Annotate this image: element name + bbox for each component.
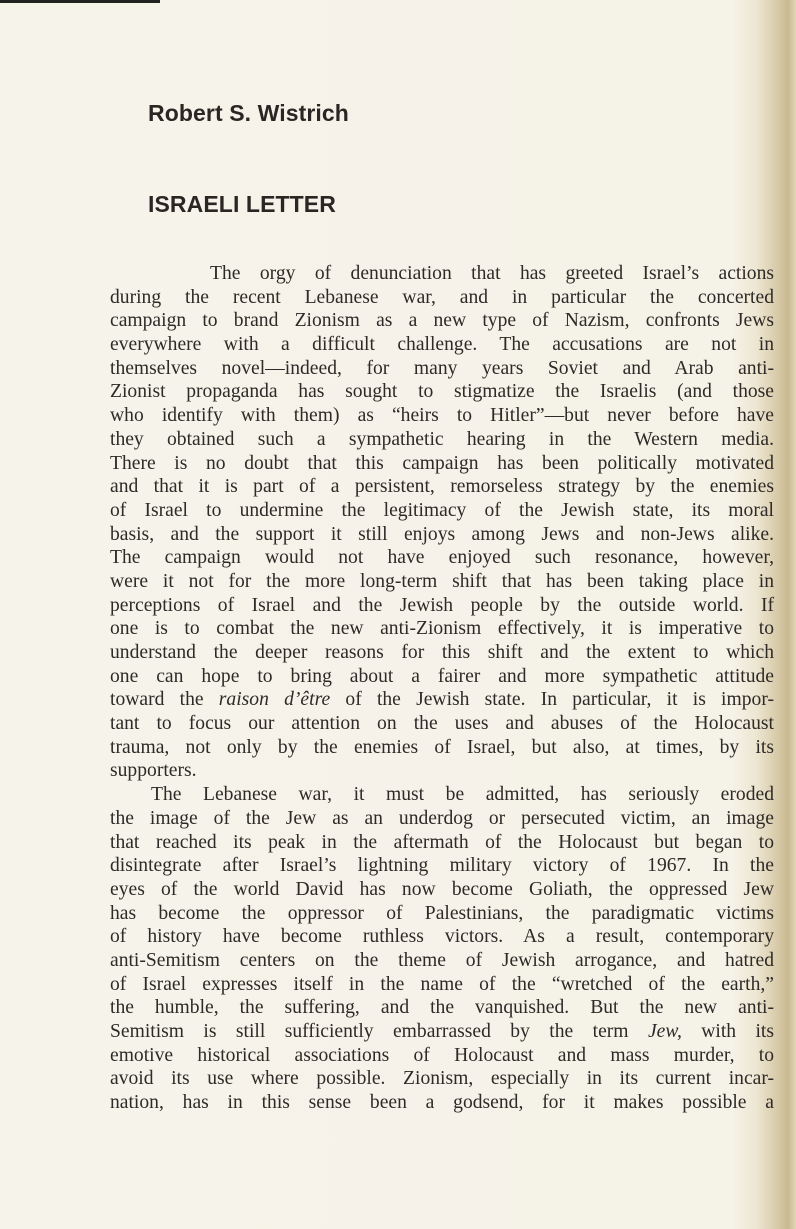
text-line — [110, 452, 774, 476]
text-segment: anti-Semitism centers on the theme of Jewish arrogance, and hatred — [110, 949, 774, 971]
text-segment: nation, has in this sense been a godsend, for it makes possible a — [110, 1092, 774, 1114]
text-segment: perceptions of Israel and the Jewish people by the outside world. If — [110, 594, 774, 616]
text-line — [110, 665, 774, 689]
text-line — [110, 380, 774, 404]
text-line — [110, 523, 774, 547]
text-segment: toward the — [110, 689, 219, 711]
text-line — [110, 996, 774, 1020]
text-segment: basis, and the support it still enjoys among Jews and non-Jews alike. — [110, 523, 774, 545]
text-segment: Zionist propaganda has sought to stigmatize the Israelis (and those — [110, 381, 774, 403]
text-segment: supporters. — [110, 760, 197, 782]
text-segment: the image of the Jew as an underdog or persecuted victim, an image — [110, 807, 774, 829]
text-line — [110, 499, 774, 523]
text-segment: disintegrate after Israel’s lightning military victory of 1967. In the — [110, 855, 774, 877]
text-segment: The campaign would not have enjoyed such resonance, however, — [110, 547, 774, 569]
text-line — [110, 712, 774, 736]
text-segment: one is to combat the new anti-Zionism effectively, it is imperative to — [110, 618, 774, 640]
text-line — [110, 878, 774, 902]
italic-text: raison d’être — [218, 689, 331, 711]
text-segment: Semitism is still sufficiently embarrassed by the term — [110, 1021, 648, 1042]
text-line — [110, 570, 774, 594]
text-segment: that reached its peak in the aftermath of the Holocaust but began to — [110, 831, 774, 853]
text-segment: the humble, the suffering, and the vanquished. But the new anti- — [110, 997, 774, 1019]
text-line — [110, 309, 774, 333]
scan-edge-mark — [0, 0, 160, 3]
text-line — [110, 333, 774, 357]
text-segment: themselves novel—indeed, for many years Soviet and Arab anti- — [110, 357, 774, 379]
text-segment: There is no doubt that this campaign has been politically motivated — [110, 452, 774, 474]
text-segment: tant to focus our attention on the uses and abuses of the Holocaust — [110, 713, 774, 735]
text-line — [110, 475, 774, 499]
article-body — [110, 262, 774, 1115]
text-line — [110, 357, 774, 381]
italic-text: Jew, — [647, 1021, 682, 1042]
text-line — [110, 641, 774, 665]
text-segment: of Israel expresses itself in the name of the “wretched of the earth,” — [110, 973, 774, 995]
text-segment: of Israel to undermine the legitimacy of the Jewish state, its moral — [110, 499, 774, 521]
text-line — [110, 1044, 774, 1068]
text-line — [110, 617, 774, 641]
text-line — [110, 736, 774, 760]
text-line — [110, 807, 774, 831]
text-line — [110, 1091, 774, 1115]
text-line — [110, 831, 774, 855]
text-segment: with its — [681, 1021, 774, 1042]
text-segment: The orgy of denunciation that has greeted Israel’s actions — [210, 263, 774, 284]
text-line — [110, 1067, 774, 1091]
text-line — [110, 546, 774, 570]
text-segment: understand the deeper reasons for this shift and the extent to which — [110, 642, 774, 663]
text-line — [110, 286, 774, 310]
text-segment: emotive historical associations of Holocaust and mass murder, to — [110, 1044, 774, 1066]
text-segment: of the Jewish state. In particular, it is impor- — [330, 689, 774, 711]
text-segment: campaign to brand Zionism as a new type of Nazism, confronts Jews — [110, 310, 774, 332]
text-line — [110, 973, 774, 997]
text-segment: were it not for the more long-term shift that has been taking place in — [110, 570, 774, 592]
text-segment: has become the oppressor of Palestinians, the paradigmatic victims — [110, 902, 774, 924]
text-line — [110, 404, 774, 428]
text-segment: and that it is part of a persistent, remorseless strategy by the enemies — [110, 476, 774, 498]
text-segment: of history have become ruthless victors. As a result, contemporary — [110, 926, 774, 948]
text-segment: avoid its use where possible. Zionism, especially in its current incar- — [110, 1068, 774, 1090]
text-line — [110, 688, 774, 712]
text-line — [110, 759, 774, 783]
text-segment: The Lebanese war, it must be admitted, has seriously eroded — [151, 784, 774, 806]
text-segment: eyes of the world David has now become Goliath, the oppressed Jew — [110, 878, 774, 900]
author-name: Robert S. Wistrich — [148, 100, 349, 126]
text-segment: during the recent Lebanese war, and in particular the concerted — [110, 286, 774, 308]
text-segment: everywhere with a difficult challenge. The accusations are not in — [110, 334, 774, 356]
text-segment: they obtained such a sympathetic hearing in the Western media. — [110, 428, 774, 450]
text-line — [110, 783, 774, 807]
text-line — [110, 262, 774, 286]
text-line — [110, 854, 774, 878]
text-line — [110, 902, 774, 926]
text-line — [110, 594, 774, 618]
text-line — [110, 925, 774, 949]
text-line — [110, 949, 774, 973]
text-line — [110, 1020, 774, 1044]
text-line — [110, 428, 774, 452]
text-segment: trauma, not only by the enemies of Israel, but also, at times, by its — [110, 736, 774, 758]
text-segment: one can hope to bring about a fairer and more sympathetic attitude — [110, 665, 774, 687]
text-segment: who identify with them) as “heirs to Hitler”—but never before have — [110, 405, 774, 427]
article-title: ISRAELI LETTER — [148, 191, 336, 217]
